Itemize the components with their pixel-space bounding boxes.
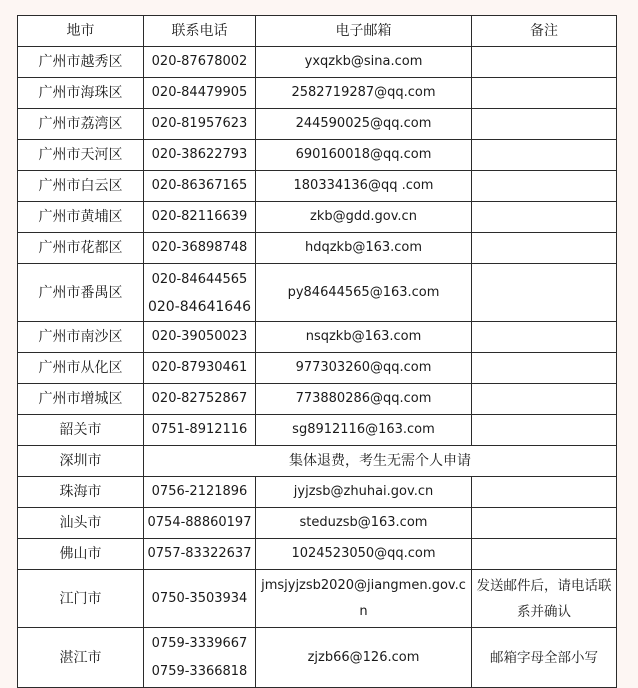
- city-cell: 广州市荔湾区: [18, 109, 144, 140]
- phone-cell: 020-36898748: [144, 233, 256, 264]
- phone-cell: 020-38622793: [144, 140, 256, 171]
- city-cell: 广州市白云区: [18, 171, 144, 202]
- header-city: 地市: [18, 16, 144, 47]
- phone-cell: 0754-88860197: [144, 508, 256, 539]
- phone-cell: 020-86367165: [144, 171, 256, 202]
- note-cell: 发送邮件后，请电话联系并确认: [472, 570, 617, 628]
- header-email: 电子邮箱: [256, 16, 472, 47]
- table-row: [18, 171, 617, 202]
- city-cell: 广州市海珠区: [18, 78, 144, 109]
- city-cell: 广州市南沙区: [18, 322, 144, 353]
- email-cell: 1024523050@qq.com: [256, 539, 472, 570]
- email-cell: 2582719287@qq.com: [256, 78, 472, 109]
- email-cell: jyjzsb@zhuhai.gov.cn: [256, 477, 472, 508]
- city-cell: 广州市黄埔区: [18, 202, 144, 233]
- city-cell: 珠海市: [18, 477, 144, 508]
- phone-cell: 020-81957623: [144, 109, 256, 140]
- table-row: [18, 628, 617, 688]
- email-cell: zjzb66@126.com: [256, 628, 472, 688]
- city-cell: 广州市越秀区: [18, 47, 144, 78]
- note-cell: [472, 140, 617, 171]
- contact-table: [17, 15, 617, 688]
- table-row: [18, 539, 617, 570]
- city-cell: 广州市花都区: [18, 233, 144, 264]
- header-row: [18, 16, 617, 47]
- city-cell: 湛江市: [18, 628, 144, 688]
- table-row: [18, 322, 617, 353]
- city-cell: 广州市天河区: [18, 140, 144, 171]
- phone-line: 020-84644565: [151, 271, 248, 287]
- table-row: [18, 415, 617, 446]
- city-cell: 佛山市: [18, 539, 144, 570]
- email-cell: zkb@gdd.gov.cn: [256, 202, 472, 233]
- city-cell: 广州市从化区: [18, 353, 144, 384]
- note-cell: [472, 78, 617, 109]
- phone-line: 0759-3366818: [151, 663, 248, 679]
- city-cell: 韶关市: [18, 415, 144, 446]
- city-cell: 广州市番禺区: [18, 264, 144, 322]
- note-cell: [472, 508, 617, 539]
- phone-cell: 020-82752867: [144, 384, 256, 415]
- note-cell: [472, 109, 617, 140]
- note-cell: [472, 47, 617, 78]
- email-cell: 180334136@qq .com: [256, 171, 472, 202]
- email-cell: 244590025@qq.com: [256, 109, 472, 140]
- email-cell: jmsjyjzsb2020@jiangmen.gov.cn: [256, 570, 472, 628]
- note-cell: [472, 264, 617, 322]
- table-row: [18, 384, 617, 415]
- table-row: [18, 78, 617, 109]
- note-cell: [472, 539, 617, 570]
- email-cell: yxqzkb@sina.com: [256, 47, 472, 78]
- header-note: 备注: [472, 16, 617, 47]
- table-row: [18, 264, 617, 322]
- email-cell: py84644565@163.com: [256, 264, 472, 322]
- phone-line: 020-84641646: [147, 298, 252, 315]
- email-cell: nsqzkb@163.com: [256, 322, 472, 353]
- header-phone: 联系电话: [144, 16, 256, 47]
- note-cell: [472, 322, 617, 353]
- phone-cell: 0751-8912116: [144, 415, 256, 446]
- note-cell: [472, 477, 617, 508]
- phone-cell: 0757-83322637: [144, 539, 256, 570]
- note-cell: [472, 202, 617, 233]
- note-cell: 邮箱字母全部小写: [472, 628, 617, 688]
- table-row: [18, 47, 617, 78]
- phone-cell: 020-39050023: [144, 322, 256, 353]
- phone-cell: 020-82116639: [144, 202, 256, 233]
- note-cell: [472, 171, 617, 202]
- table-row: [18, 446, 617, 477]
- email-cell: sg8912116@163.com: [256, 415, 472, 446]
- phone-cell: [144, 628, 256, 688]
- phone-cell: [144, 264, 256, 322]
- merged-note-cell: 集体退费，考生无需个人申请: [144, 446, 617, 477]
- table-row: [18, 233, 617, 264]
- table-row: [18, 202, 617, 233]
- table-row: [18, 353, 617, 384]
- email-cell: steduzsb@163.com: [256, 508, 472, 539]
- city-cell: 江门市: [18, 570, 144, 628]
- email-cell: 690160018@qq.com: [256, 140, 472, 171]
- note-cell: [472, 384, 617, 415]
- table-row: [18, 109, 617, 140]
- city-cell: 深圳市: [18, 446, 144, 477]
- note-cell: [472, 353, 617, 384]
- phone-cell: 020-87930461: [144, 353, 256, 384]
- email-cell: 977303260@qq.com: [256, 353, 472, 384]
- note-cell: [472, 415, 617, 446]
- phone-cell: 0750-3503934: [144, 570, 256, 628]
- table-row: [18, 508, 617, 539]
- email-cell: hdqzkb@163.com: [256, 233, 472, 264]
- note-cell: [472, 233, 617, 264]
- phone-cell: 0756-2121896: [144, 477, 256, 508]
- table-row: [18, 477, 617, 508]
- city-cell: 广州市增城区: [18, 384, 144, 415]
- phone-line: 0759-3339667: [151, 635, 248, 651]
- phone-cell: 020-84479905: [144, 78, 256, 109]
- table-row: [18, 570, 617, 628]
- phone-cell: 020-87678002: [144, 47, 256, 78]
- table-row: [18, 140, 617, 171]
- email-cell: 773880286@qq.com: [256, 384, 472, 415]
- city-cell: 汕头市: [18, 508, 144, 539]
